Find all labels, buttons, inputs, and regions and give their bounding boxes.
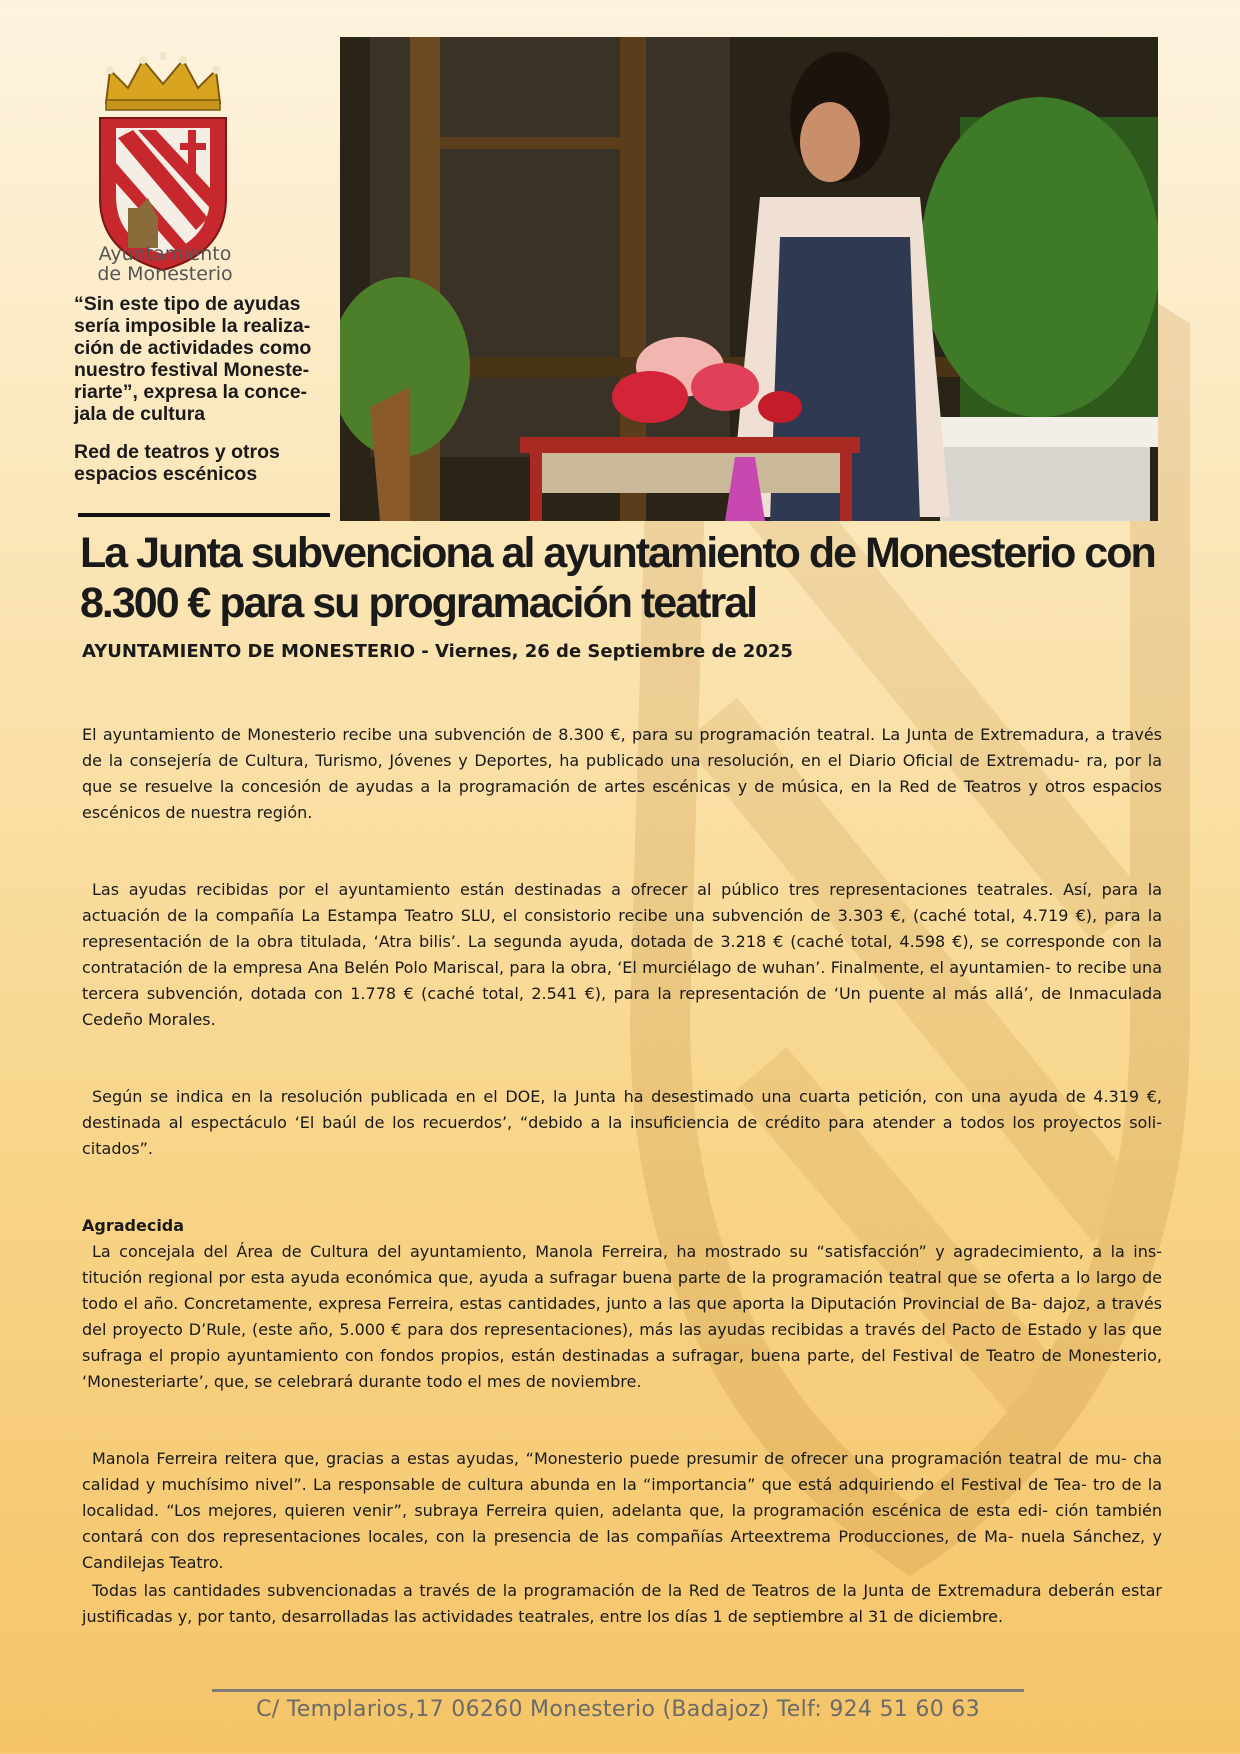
article-paragraph: La concejala del Área de Cultura del ayuntamiento, Manola Ferreira, ha mostrado su “satisfacción” y agradecimiento, a la ins- titución regional por esta ayuda económica que, ayuda a sufragar buena parte de la programación teatral que se oferta a lo largo de todo el año. Concretamente, expresa Ferreira, estas cantidades, junto a las que aporta la Diputación Provincial de Ba- dajoz, a través del proyecto D’Rule, (este año, 5.000 € para dos representaciones), más las ayudas recibidas a través del Pacto de Estado y las que sufraga el propio ayuntamiento con fondos propios, están destinadas a sufragar, buena parte, del Festival de Teatro de Monesterio, ‘Monesteriarte’, que, se celebrará durante todo el mes de noviembre. — [82, 1242, 1162, 1391]
article-dateline: AYUNTAMIENTO DE MONESTERIO - Viernes, 26 de Septiembre de 2025 — [82, 641, 793, 662]
pull-quote: “Sin este tipo de ayudas sería imposible la realiza- ción de actividades como nuestro festival Moneste- riarte”, expresa la conce- jala de cultura — [74, 293, 312, 425]
article-paragraph: Todas las cantidades subvencionadas a través de la programación de la Red de Teatros de la Junta de Extremadura deberán estar justificadas y, por tanto, desarrolladas las actividades teatrales, entre los días 1 de septiembre al 31 de diciembre. — [82, 1581, 1162, 1626]
article-paragraph: El ayuntamiento de Monesterio recibe una subvención de 8.300 €, para su programación teatral. La Junta de Extremadura, a través de la consejería de Cultura, Turismo, Jóvenes y Deportes, ha publicado una resolución, en el Diario Oficial de Extremadu- ra, por la que se resuelve la concesión de ayudas a la programación de artes escénicas y de música, en la Red de Teatros y otros espacios escénicos de nuestra región. — [82, 725, 1162, 822]
article-paragraph: Según se indica en la resolución publicada en el DOE, la Junta ha desestimado una cuarta petición, con una ayuda de 4.319 €, destinada al espectáculo ‘El baúl de los recuerdos’, “debido a la insuficiencia de crédito para atender a todos los proyectos soli- citados”. — [82, 1087, 1162, 1158]
article-body — [82, 722, 1162, 1630]
article-paragraph: Las ayudas recibidas por el ayuntamiento están destinadas a ofrecer al público tres representaciones teatrales. Así, para la actuación de la compañía La Estampa Teatro SLU, el consistorio recibe una subvención de 3.303 €, (caché total, 4.719 €), para la representación de la obra titulada, ‘Atra bilis’. La segunda ayuda, dotada de 3.218 € (caché total, 4.598 €), se corresponde con la contratación de la empresa Ana Belén Polo Mariscal, para la obra, ‘El murciélago de wuhan’. Finalmente, el ayuntamien- to recibe una tercera subvención, dotada con 1.778 € (caché total, 2.541 €), para la representación de ‘Un puente al más allá’, de Inmaculada Cedeño Morales. — [82, 880, 1162, 1029]
pull-quote-divider — [78, 513, 330, 517]
theatre-performance-photo — [340, 37, 1158, 521]
footer-divider — [212, 1689, 1024, 1692]
article-headline: La Junta subvenciona al ayuntamiento de Monesterio con 8.300 € para su programación teatral — [80, 529, 1155, 627]
article-paragraph: Manola Ferreira reitera que, gracias a estas ayudas, “Monesterio puede presumir de ofrecer una programación teatral de mu- cha calidad y muchísimo nivel”. La responsable de cultura abunda en la “importancia” que está adquiriendo el Festival de Tea- tro de la localidad. “Los mejores, quieren venir”, subraya Ferreira quien, adelanta que, la programación escénica de esta edi- ción también contará con dos representaciones locales, con la presencia de las compañías Arteextrema Producciones, de Ma- nuela Sánchez, y Candilejas Teatro. — [82, 1449, 1162, 1572]
logo-name-line1: Ayuntamiento — [98, 243, 232, 265]
pull-subtitle: Red de teatros y otros espacios escénicos — [74, 441, 280, 485]
article-subheading: Agradecida — [82, 1216, 185, 1235]
footer-address: C/ Templarios,17 06260 Monesterio (Badajoz) Telf: 924 51 60 63 — [256, 1697, 980, 1722]
logo-name-line2: de Monesterio — [97, 263, 233, 285]
logo-name — [80, 244, 250, 284]
